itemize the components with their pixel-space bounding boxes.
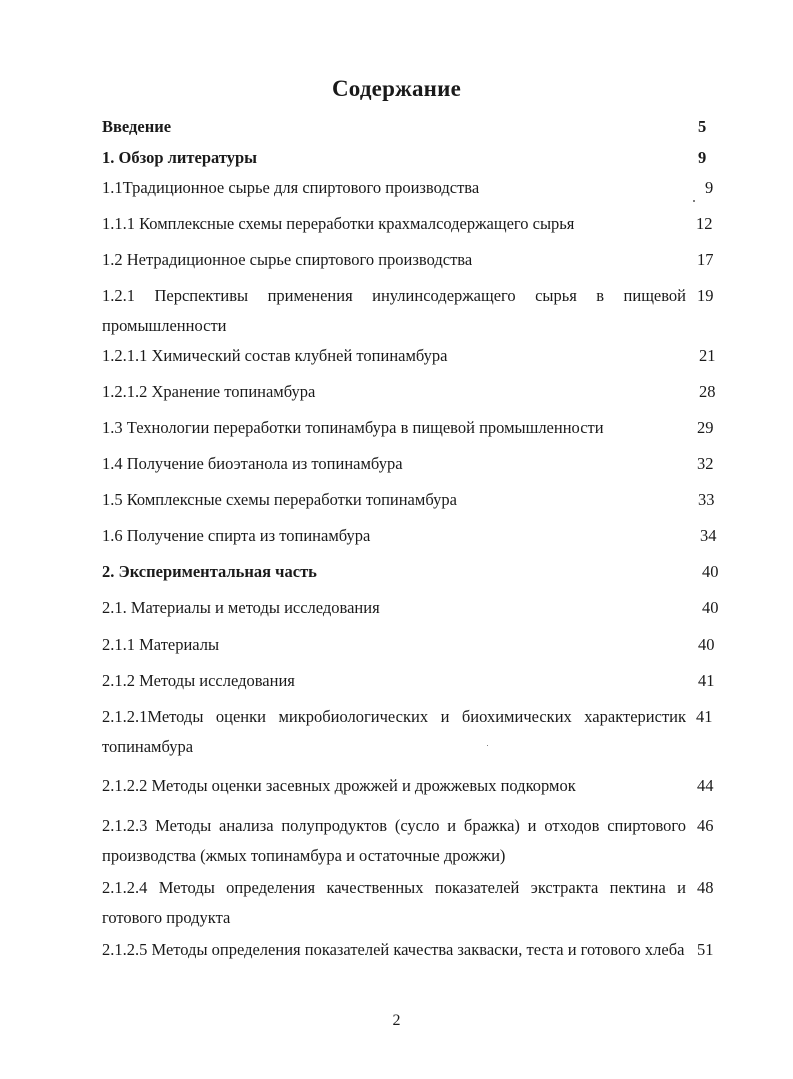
toc-entry-text: 1.5 Комплексные схемы переработки топинамбура: [102, 490, 457, 509]
toc-entry-text: 2.1.2.1Методы оценки микробиологических и биохимических характеристик топинамбура: [102, 707, 686, 756]
toc-entry-page: 9: [698, 148, 707, 167]
toc-entry: [102, 209, 713, 239]
toc-entry: [102, 413, 714, 443]
toc-entry-page: 40: [702, 598, 719, 617]
toc-entry-text: 1.2.1 Перспективы применения инулинсодержащего сырья в пищевой промышленности: [102, 286, 686, 335]
toc-entry-text: 2.1.2 Методы исследования: [102, 671, 295, 690]
toc-entry-text: Введение: [102, 117, 172, 136]
toc-entry-text: 2. Экспериментальная часть: [102, 562, 317, 581]
toc-entry-page: 46: [697, 816, 714, 835]
toc-entry-text: 2.1.2.2 Методы оценки засевных дрожжей и дрожжевых подкормок: [102, 776, 576, 795]
toc-entry: [102, 702, 713, 762]
toc-entry-page: 19: [697, 286, 714, 305]
toc-entry: [102, 341, 716, 371]
toc-entry-page: 40: [702, 562, 719, 581]
toc-entry: [102, 112, 707, 142]
page-title: Содержание: [332, 76, 461, 101]
toc-entry-page: 29: [697, 418, 714, 437]
toc-entry-text: 2.1.2.3 Методы анализа полупродуктов (сусло и бражка) и отходов спиртового производства (жмых топинамбура и остаточные дрожжи): [102, 816, 686, 865]
toc-entry: [102, 485, 715, 515]
toc-entry-text: 1.2.1.1 Химический состав клубней топинамбура: [102, 346, 448, 365]
toc-entry-text: 1.2 Нетрадиционное сырье спиртового производства: [102, 250, 473, 269]
scan-speck: [693, 200, 695, 202]
toc-entry: [102, 593, 719, 623]
toc-entry: [102, 143, 707, 173]
toc-entry-text: 1.2.1.2 Хранение топинамбура: [102, 382, 316, 401]
toc-entry-page: 28: [699, 382, 716, 401]
toc-entry: [102, 449, 714, 479]
toc-entry: [102, 771, 714, 801]
toc-entry-text: 2.1.2.4 Методы определения качественных показателей экстракта пектина и готового продукта: [102, 878, 686, 927]
toc-entry-page: 48: [697, 878, 714, 897]
toc-entry: [102, 935, 714, 965]
toc-entry-page: 40: [698, 635, 715, 654]
toc-entry-text: 1.1Традиционное сырье для спиртового производства: [102, 178, 480, 197]
toc-entry-text: 1.3 Технологии переработки топинамбура в пищевой промышленности: [102, 418, 604, 437]
toc-entry-page: 34: [700, 526, 717, 545]
toc-entry-page: 44: [697, 776, 714, 795]
toc-entry-text: 2.1.1 Материалы: [102, 635, 220, 654]
toc-entry-page: 32: [697, 454, 714, 473]
page-number: 2: [392, 1012, 401, 1029]
toc-entry-page: 12: [696, 214, 713, 233]
toc-entry-page: 9: [705, 178, 714, 197]
toc-entry: [102, 173, 714, 203]
toc-entry-text: 1.1.1 Комплексные схемы переработки крахмалсодержащего сырья: [102, 214, 575, 233]
toc-entry-page: 17: [697, 250, 714, 269]
toc-entry: [102, 557, 719, 587]
toc-entry: [102, 811, 714, 871]
toc-entry-page: 33: [698, 490, 715, 509]
toc-entry-text: 2.1. Материалы и методы исследования: [102, 598, 380, 617]
toc-entry: [102, 377, 716, 407]
toc-entry: [102, 521, 717, 551]
toc-entry-text: 1.6 Получение спирта из топинамбура: [102, 526, 371, 545]
toc-entry: [102, 666, 715, 696]
toc-entry-text: 1. Обзор литературы: [102, 148, 258, 167]
toc-entry: [102, 873, 714, 933]
scan-speck: [487, 745, 488, 746]
toc-entry-page: 21: [699, 346, 716, 365]
toc-entry: [102, 281, 714, 341]
toc-entry: [102, 245, 714, 275]
toc-entry-text: 1.4 Получение биоэтанола из топинамбура: [102, 454, 403, 473]
toc-entry-page: 51: [697, 940, 714, 959]
toc-entry: [102, 630, 715, 660]
toc-entry-page: 41: [698, 671, 715, 690]
toc-entry-page: 5: [698, 117, 707, 136]
toc-entry-page: 41: [696, 707, 713, 726]
toc-entry-text: 2.1.2.5 Методы определения показателей качества закваски, теста и готового хлеба: [102, 940, 685, 959]
